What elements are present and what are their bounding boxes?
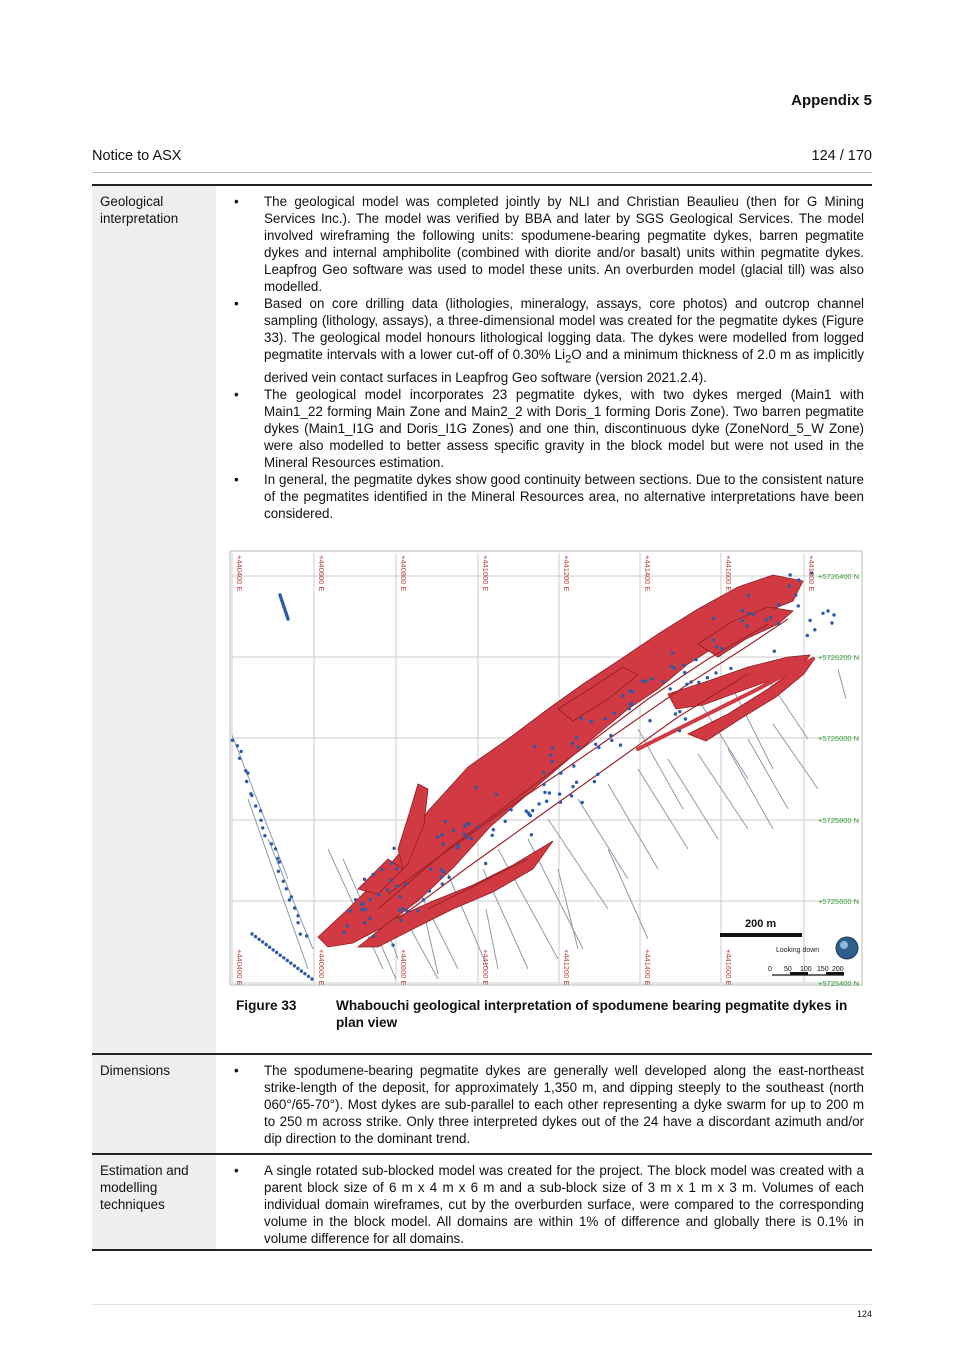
easting-label: +440800 E xyxy=(399,554,408,592)
drill-collar xyxy=(392,846,395,849)
drill-collar xyxy=(484,861,487,864)
easting-label: +441400 E xyxy=(643,948,652,986)
drill-collar xyxy=(250,793,253,796)
drill-collar xyxy=(395,884,398,887)
drill-collar xyxy=(495,793,498,796)
drill-collar xyxy=(245,779,248,782)
drill-collar xyxy=(777,603,780,606)
drill-collar xyxy=(644,679,647,682)
drill-collar xyxy=(282,956,285,959)
drill-collar xyxy=(463,824,466,827)
drill-collar xyxy=(441,882,444,885)
drill-collar xyxy=(436,835,439,838)
drill-collar xyxy=(290,895,293,898)
drill-collar xyxy=(303,972,306,975)
drill-collar xyxy=(442,870,445,873)
drill-collar xyxy=(300,969,303,972)
drill-collar xyxy=(826,609,829,612)
drill-collar xyxy=(391,943,394,946)
drill-collar xyxy=(808,618,811,621)
drill-collar xyxy=(380,868,383,871)
drill-collar xyxy=(619,743,622,746)
drill-collar xyxy=(712,638,715,641)
drill-collar xyxy=(788,573,791,576)
drill-collar xyxy=(537,802,540,805)
drill-collar xyxy=(282,879,285,882)
drill-collar xyxy=(405,909,408,912)
header-left: Notice to ASX xyxy=(92,148,182,164)
drill-collar xyxy=(673,666,676,669)
scale-bar xyxy=(720,933,802,937)
drill-collar xyxy=(813,628,816,631)
easting-label: +440400 E xyxy=(235,948,244,986)
drill-collar xyxy=(305,934,308,937)
drill-collar xyxy=(580,717,583,720)
drill-collar xyxy=(261,940,264,943)
easting-label: +441200 E xyxy=(562,554,571,592)
drill-collar xyxy=(254,935,257,938)
view-direction-label: Looking down xyxy=(776,946,820,954)
drill-collar xyxy=(682,663,685,666)
tick-scale-label: 50 xyxy=(784,965,792,973)
drill-collar xyxy=(777,622,780,625)
footer-rule xyxy=(92,1304,872,1305)
drill-collar xyxy=(603,717,606,720)
drill-collar xyxy=(263,834,266,837)
drill-collar xyxy=(395,867,398,870)
row-label: Dimensions xyxy=(92,1054,216,1154)
drill-collar xyxy=(491,833,494,836)
drill-collar xyxy=(548,791,551,794)
easting-label: +440600 E xyxy=(317,948,326,986)
row-label: Estimation and modelling techniques xyxy=(92,1154,216,1250)
drill-collar xyxy=(596,772,599,775)
drill-collar xyxy=(476,825,479,828)
bullet: • A single rotated sub-blocked model was created for the project. The block model was created with a parent block size of 6 m x 4 m x 6 m and a sub-block size of 3 m x 1 m x 3 m. Volumes of each individual domain wireframes, cut by the overburden surface, were compared to the corresponding volume in the block model. All domains are within 1% of difference and globally there is 0.1% in volume difference for all domains. xyxy=(230,1162,864,1247)
drill-collar xyxy=(466,822,469,825)
northing-label: +5726000 N xyxy=(818,733,860,743)
drill-collar xyxy=(286,958,289,961)
drill-collar xyxy=(401,907,404,910)
drill-collar xyxy=(683,671,686,674)
globe-icon xyxy=(836,937,858,959)
easting-label: +441400 E xyxy=(643,554,652,592)
drill-collar xyxy=(259,818,262,821)
northing-label: +5725400 N xyxy=(818,978,860,987)
drill-collar xyxy=(363,921,366,924)
row-dimensions xyxy=(92,1054,872,1154)
bullet: • The geological model incorporates 23 pegmatite dykes, with two dykes merged (Main1 with Main1_22 forming Main Zone and Main2_2 with Doris_1 forming Doris Zone). Two barren pegmatite dykes (Main1_I1G and Doris_I1G Zones) and one thin, discontinuous dyke (ZoneNord_5_W Zone) were also modelled to better assess specific gravity in the block model but were not used in the Mineral Resources estimation. xyxy=(230,386,864,471)
drill-collar xyxy=(694,658,697,661)
drill-collar xyxy=(463,832,466,835)
drill-collar xyxy=(246,771,249,774)
bullet: • In general, the pegmatite dykes show good continuity between sections. Due to the consistent nature of the pegmatites identified in the Mineral Resources area, no alternative interpretations have been considered. xyxy=(230,471,864,522)
drill-collar xyxy=(465,835,468,838)
drill-collar xyxy=(678,710,681,713)
figure-caption xyxy=(236,997,864,1031)
drill-collar xyxy=(277,869,280,872)
row-estimation xyxy=(92,1154,872,1250)
drill-collar xyxy=(543,790,546,793)
figure-plan-view xyxy=(228,549,864,987)
drill-collar xyxy=(697,680,700,683)
drill-collar xyxy=(527,811,530,814)
drill-collar xyxy=(439,875,442,878)
drill-collar xyxy=(712,616,715,619)
tick-scale-label: 150 xyxy=(817,965,829,973)
figure-number: Figure 33 xyxy=(236,997,297,1013)
drill-collar xyxy=(551,759,554,762)
drill-collar xyxy=(354,898,357,901)
globe-highlight xyxy=(840,941,848,949)
drill-collar xyxy=(236,744,239,747)
drill-collar xyxy=(575,780,578,783)
drill-collar xyxy=(268,945,271,948)
drill-collar xyxy=(398,895,401,898)
drill-collar xyxy=(444,819,447,822)
easting-label: +441600 E xyxy=(724,554,733,592)
drill-collar xyxy=(270,842,273,845)
easting-label: +441800 E xyxy=(807,554,816,592)
drill-collar xyxy=(429,867,432,870)
drill-collar xyxy=(576,745,579,748)
drill-collar xyxy=(509,808,512,811)
drill-collar xyxy=(257,937,260,940)
drill-collar xyxy=(399,918,402,921)
tick-scale-label: 200 xyxy=(832,965,844,973)
drill-collar xyxy=(769,616,772,619)
drill-collar xyxy=(741,609,744,612)
drill-collar xyxy=(597,745,600,748)
row-content xyxy=(216,1154,872,1250)
drill-collar xyxy=(648,719,651,722)
drill-collar xyxy=(346,924,349,927)
drill-collar xyxy=(570,794,573,797)
drill-collar xyxy=(542,771,545,774)
drill-collar xyxy=(274,847,277,850)
drill-collar xyxy=(530,833,533,836)
northing-label: +5726400 N xyxy=(818,571,860,581)
drill-collar xyxy=(533,744,536,747)
drill-collar xyxy=(549,753,552,756)
drill-collar xyxy=(650,677,653,680)
easting-label: +440600 E xyxy=(317,554,326,592)
easting-label: +441000 E xyxy=(481,554,490,592)
drill-collar xyxy=(343,931,346,934)
jorc-table xyxy=(92,184,872,1251)
drill-collar xyxy=(594,742,597,745)
drill-collar xyxy=(371,872,374,875)
page-number: 124 xyxy=(856,1309,872,1319)
drill-collar xyxy=(254,804,257,807)
drill-collar xyxy=(621,694,624,697)
drill-collar xyxy=(238,756,241,759)
drill-collar xyxy=(259,809,262,812)
drill-collar xyxy=(296,921,299,924)
drill-collar xyxy=(630,702,633,705)
northing-label: +5725800 N xyxy=(818,815,860,825)
bullet: • The spodumene-bearing pegmatite dykes are generally well developed along the east-northeast strike-length of the deposit, for approximately 1,350 m, and dipping steeply to the southeast (north 060°/65-70°). Most dykes are sub-parallel to each other representing a dyke swarm for up to 200 m to 250 m across strike. Only three interpreted dykes out of the 24 have a discordant azimuth and/or dip direction to the dominant trend. xyxy=(230,1062,864,1147)
drill-collar xyxy=(416,909,419,912)
drill-collar xyxy=(428,889,431,892)
drill-collar xyxy=(714,671,717,674)
drill-collar xyxy=(609,733,612,736)
drill-collar xyxy=(296,914,299,917)
drill-collar xyxy=(706,676,709,679)
drill-collar xyxy=(669,687,672,690)
easting-label: +441000 E xyxy=(481,948,490,986)
drill-collar xyxy=(390,861,393,864)
drill-collar xyxy=(389,878,392,881)
drill-collar xyxy=(765,618,768,621)
drill-collar xyxy=(275,950,278,953)
drill-collar xyxy=(797,604,800,607)
drill-collar xyxy=(690,680,693,683)
drill-collar xyxy=(299,932,302,935)
drill-collar xyxy=(794,593,797,596)
drill-collar xyxy=(422,898,425,901)
scale-bar-label: 200 m xyxy=(745,917,777,930)
drill-collar xyxy=(715,645,718,648)
drill-collar xyxy=(551,746,554,749)
bullet: • Based on core drilling data (lithologies, mineralogy, assays, core photos) and outcrop channel sampling (lithology, assays), a three-dimensional model was created for the pegmatite dykes (Figure 33). The geological model honours lithological logging data. The dykes were modelled from logged pegmatite intervals with a lower cut-off of 0.30% $Li_2O$ and a minimum thickness of 2.0 m as implicitly derived vein contact surfaces in Leapfrog Geo software (version 2021.2.4). xyxy=(230,295,864,386)
drill-collar xyxy=(386,888,389,891)
drill-collar xyxy=(240,749,243,752)
tick-scale-label: 0 xyxy=(768,965,772,973)
drill-collar xyxy=(293,906,296,909)
drill-collar xyxy=(264,943,267,946)
drill-collar xyxy=(531,809,534,812)
drill-collar xyxy=(377,893,380,896)
drill-collar xyxy=(746,624,749,627)
bullet: • The geological model was completed jointly by NLI and Christian Beaulieu (then for G Mining Services Inc.). The model was verified by BBA and later by SGS Geological Services. The model involved wireframing the following units: spodumene-bearing pegmatite dykes, barren pegmatite dykes and internal amphibolite (combined with diorite and/or basalt) units within pegmatite dykes. Leapfrog Geo software was used to model these units. An overburden model (glacial till) was also modelled. xyxy=(230,193,864,295)
drill-collar xyxy=(661,680,664,683)
drill-collar xyxy=(349,909,352,912)
drill-collar xyxy=(272,948,275,951)
drill-collar xyxy=(788,584,791,587)
drill-collar xyxy=(545,799,548,802)
drill-collar xyxy=(797,578,800,581)
geological-plan-map xyxy=(228,549,864,987)
tick-scale-label: 100 xyxy=(800,965,812,973)
drill-collar xyxy=(293,964,296,967)
drill-collar xyxy=(285,887,288,890)
drill-collar xyxy=(250,932,253,935)
drill-collar xyxy=(286,617,289,620)
northing-label: +5725600 N xyxy=(818,896,860,906)
drill-collar xyxy=(678,729,681,732)
drill-collar xyxy=(613,711,616,714)
drill-collar xyxy=(628,707,631,710)
drill-collar xyxy=(747,593,750,596)
drill-collar xyxy=(671,651,674,654)
drill-collar xyxy=(610,738,613,741)
drill-collar xyxy=(261,826,264,829)
drill-collar xyxy=(279,953,282,956)
row-geological-interpretation xyxy=(92,185,872,1054)
drill-collar xyxy=(641,679,644,682)
drill-collar xyxy=(404,882,407,885)
drill-collar xyxy=(369,897,372,900)
drill-collar xyxy=(773,649,776,652)
easting-label: +441200 E xyxy=(562,948,571,986)
drill-collar xyxy=(559,800,562,803)
drill-collar xyxy=(440,833,443,836)
drill-collar xyxy=(442,842,445,845)
drill-collar xyxy=(278,860,281,863)
drill-collar xyxy=(559,771,562,774)
page-header xyxy=(92,148,872,173)
drill-collar xyxy=(806,633,809,636)
drill-collar xyxy=(398,908,401,911)
drill-collar xyxy=(571,785,574,788)
drill-collar xyxy=(457,844,460,847)
drill-collar xyxy=(296,966,299,969)
row-label: Geological interpretation xyxy=(92,185,216,1054)
drill-collar xyxy=(674,712,677,715)
header-page-count: 124 / 170 xyxy=(811,148,872,164)
drill-collar xyxy=(368,916,371,919)
drill-collar xyxy=(631,690,634,693)
drill-collar xyxy=(360,908,363,911)
drill-collar xyxy=(832,613,835,616)
drill-collar xyxy=(364,907,367,910)
drill-collar xyxy=(558,792,561,795)
drill-collar xyxy=(289,961,292,964)
easting-label: +440400 E xyxy=(235,554,244,592)
drill-collar xyxy=(685,682,688,685)
drill-collar xyxy=(747,612,750,615)
drill-collar xyxy=(572,764,575,767)
drill-collar xyxy=(684,717,687,720)
drill-collar xyxy=(729,666,732,669)
easting-label: +441600 E xyxy=(724,948,733,986)
drill-collar xyxy=(593,780,596,783)
drill-collar xyxy=(830,621,833,624)
drill-collar xyxy=(372,934,375,937)
drill-collar xyxy=(470,837,473,840)
drill-collar xyxy=(581,800,584,803)
figure-caption-text: Whabouchi geological interpretation of spodumene bearing pegmatite dykes in plan view xyxy=(336,997,848,1030)
northing-label: +5726200 N xyxy=(818,652,860,662)
drill-collar xyxy=(741,619,744,622)
row-content xyxy=(216,1054,872,1154)
row-content xyxy=(216,185,872,1054)
drill-collar xyxy=(720,647,723,650)
drill-collar xyxy=(752,612,755,615)
drill-collar xyxy=(307,974,310,977)
easting-label: +440800 E xyxy=(399,948,408,986)
drill-collar xyxy=(363,877,366,880)
drill-collar xyxy=(276,856,279,859)
drill-collar xyxy=(362,902,365,905)
drill-collar xyxy=(590,719,593,722)
drill-collar xyxy=(504,819,507,822)
drill-collar xyxy=(447,875,450,878)
drill-collar xyxy=(571,741,574,744)
drill-collar xyxy=(452,828,455,831)
drill-collar xyxy=(575,736,578,739)
drill-collar xyxy=(475,785,478,788)
drill-collar xyxy=(288,898,291,901)
drill-collar xyxy=(492,828,495,831)
drill-collar xyxy=(542,782,545,785)
drill-collar xyxy=(310,977,313,980)
drill-collar xyxy=(231,738,234,741)
appendix-title: Appendix 5 xyxy=(791,92,872,109)
drill-collar xyxy=(821,611,824,614)
